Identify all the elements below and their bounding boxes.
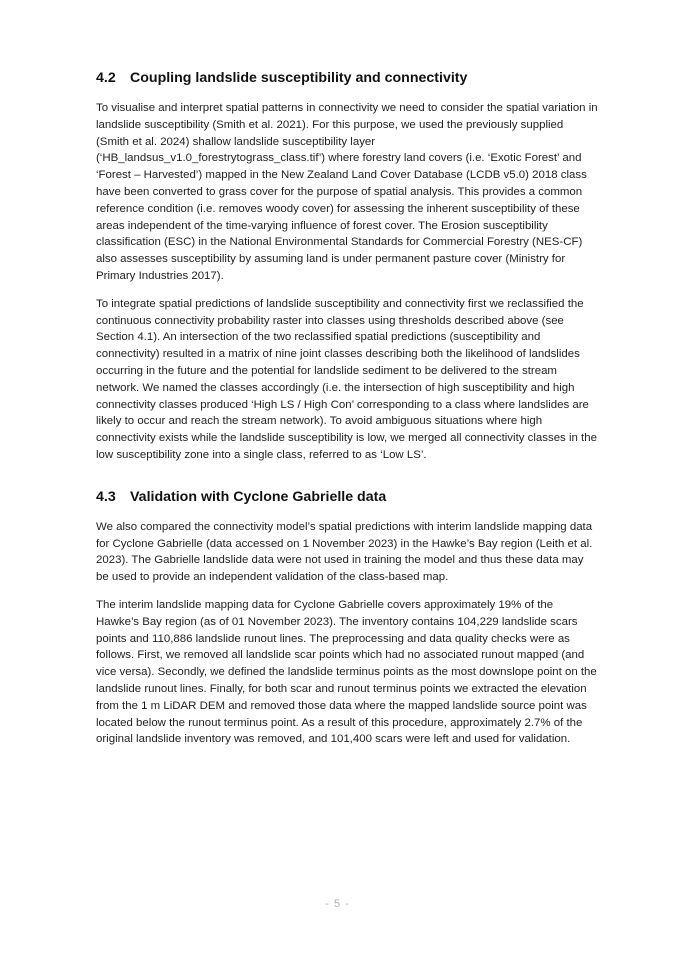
section-heading xyxy=(96,487,598,507)
section-4-3 xyxy=(96,487,598,748)
paragraph: The interim landslide mapping data for Cyclone Gabrielle covers approximately 19% of the Hawke’s Bay region (as of 01 November 2023). The inventory contains 104,229 landslide scars points and 110,886 landslide runout lines. The preprocessing and data quality checks were as follows. First, we removed all landslide scar points which had no associated runout mapped (and vice versa). Secondly, we defined the landslide terminus points as the most downslope point on the landslide runout lines. Finally, for both scar and runout terminus points we extracted the elevation from the 1 m LiDAR DEM and removed those data where the mapped landslide source point was located below the runout terminus point. As a result of this procedure, approximately 2.7% of the original landslide inventory was removed, and 101,400 scars were left and used for validation. xyxy=(96,598,597,746)
section-4-2 xyxy=(96,68,598,464)
section-spacer xyxy=(96,475,598,487)
page-content xyxy=(96,68,598,759)
section-title: Coupling landslide susceptibility and connectivity xyxy=(130,70,468,86)
paragraph: We also compared the connectivity model’s spatial predictions with interim landslide mapping data for Cyclone Gabrielle (data accessed on 1 November 2023) in the Hawke’s Bay region (Leith et al. 2023). The Gabrielle landslide data were not used in training the model and thus these data may be used to provide an independent validation of the class-based map. xyxy=(96,520,593,584)
section-number: 4.2 xyxy=(96,70,116,86)
section-title: Validation with Cyclone Gabrielle data xyxy=(130,488,387,505)
paragraph: To visualise and interpret spatial patterns in connectivity we need to consider the spatial variation in landslide susceptibility (Smith et al. 2021). For this purpose, we used the previously supplied (Smith et al. 2024) shallow landslide susceptibility layer (‘HB_landsus_v1.0_forestrytograss_class.tif’) where forestry land covers (i.e. ‘Exotic Forest’ and ‘Forest – Harvested’) mapped in the New Zealand Land Cover Database (LCDB v5.0) 2018 class have been converted to grass cover for the purpose of spatial analysis. This provides a common reference condition (i.e. removes woody cover) for assessing the inherent susceptibility of these areas independent of the time-varying influence of forest cover. The Erosion susceptibility classification (ESC) in the National Environmental Standards for Commercial Forestry (NES-CF) also assesses susceptibility by assuming land is under permanent pasture cover (Ministry for Primary Industries 2017). xyxy=(96,102,598,282)
section-heading xyxy=(96,68,598,88)
page-number: - 5 - xyxy=(325,898,350,910)
section-number: 4.3 xyxy=(96,488,116,505)
paragraph: To integrate spatial predictions of landslide susceptibility and connectivity first we reclassified the continuous connectivity probability raster into classes using thresholds described above (see Section 4.1). An intersection of the two reclassified spatial predictions (susceptibility and connectivity) resulted in a matrix of nine joint classes describing both the likelihood of landslides occurring in the future and the potential for landslide sediment to be delivered to the stream network. We named the classes accordingly (i.e. the intersection of high susceptibility and high connectivity classes produced ‘High LS / High Con’ corresponding to a class where landslides are likely to occur and reach the stream network). To avoid ambiguous situations where high connectivity exists while the landslide susceptibility is low, we merged all connectivity classes in the low susceptibility zone into a single class, referred to as ‘Low LS’. xyxy=(96,297,597,461)
